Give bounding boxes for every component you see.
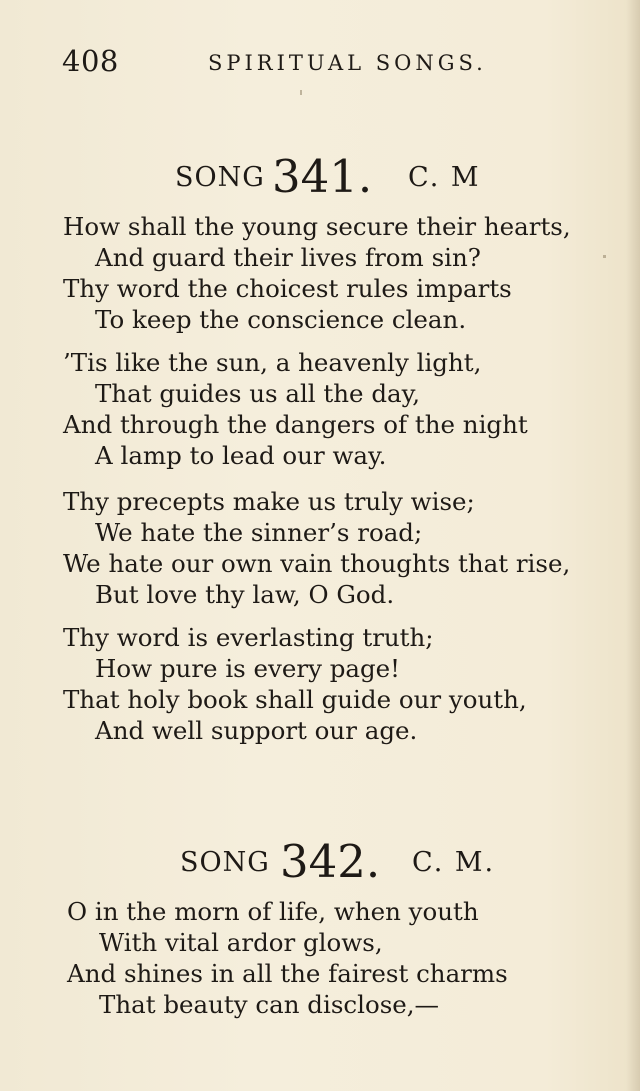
- ink-speck: [603, 255, 606, 258]
- ink-speck: [300, 90, 302, 95]
- song-meter: C. M: [408, 162, 481, 193]
- song-number: 342.: [280, 835, 381, 888]
- running-title: SPIRITUAL SONGS.: [208, 51, 487, 75]
- verse-line: Thy word is everlasting truth;: [63, 623, 434, 652]
- verse-line: And through the dangers of the night: [63, 410, 528, 439]
- song-number: 341.: [272, 150, 373, 203]
- verse-line: And shines in all the fairest charms: [67, 959, 508, 988]
- verse-line: ’Tis like the sun, a heavenly light,: [63, 348, 482, 377]
- song-label: SONG: [175, 162, 265, 193]
- verse-line: Thy word the choicest rules imparts: [63, 274, 512, 303]
- verse-line: With vital ardor glows,: [99, 928, 383, 957]
- verse-line: And well support our age.: [95, 716, 418, 745]
- verse-line: How pure is every page!: [95, 654, 401, 683]
- verse-line: Thy precepts make us truly wise;: [63, 487, 475, 516]
- song-label: SONG: [180, 847, 270, 878]
- song-341-heading: [0, 150, 640, 204]
- running-head: [0, 44, 640, 80]
- verse-line: We hate the sinner’s road;: [95, 518, 423, 547]
- page-number: 408: [62, 44, 119, 78]
- verse-line: A lamp to lead our way.: [95, 441, 387, 470]
- song-meter: C. M.: [412, 847, 496, 878]
- verse-line: And guard their lives from sin?: [95, 243, 481, 272]
- verse-line: That beauty can disclose,—: [99, 990, 440, 1019]
- verse-line: To keep the conscience clean.: [95, 305, 467, 334]
- verse-line: But love thy law, O God.: [95, 580, 395, 609]
- verse-line: How shall the young secure their hearts,: [63, 212, 571, 241]
- verse-line: That holy book shall guide our youth,: [63, 685, 527, 714]
- verse-line: O in the morn of life, when youth: [67, 897, 479, 926]
- verse-line: That guides us all the day,: [95, 379, 420, 408]
- verse-line: We hate our own vain thoughts that rise,: [63, 549, 571, 578]
- song-342-heading: [0, 835, 640, 889]
